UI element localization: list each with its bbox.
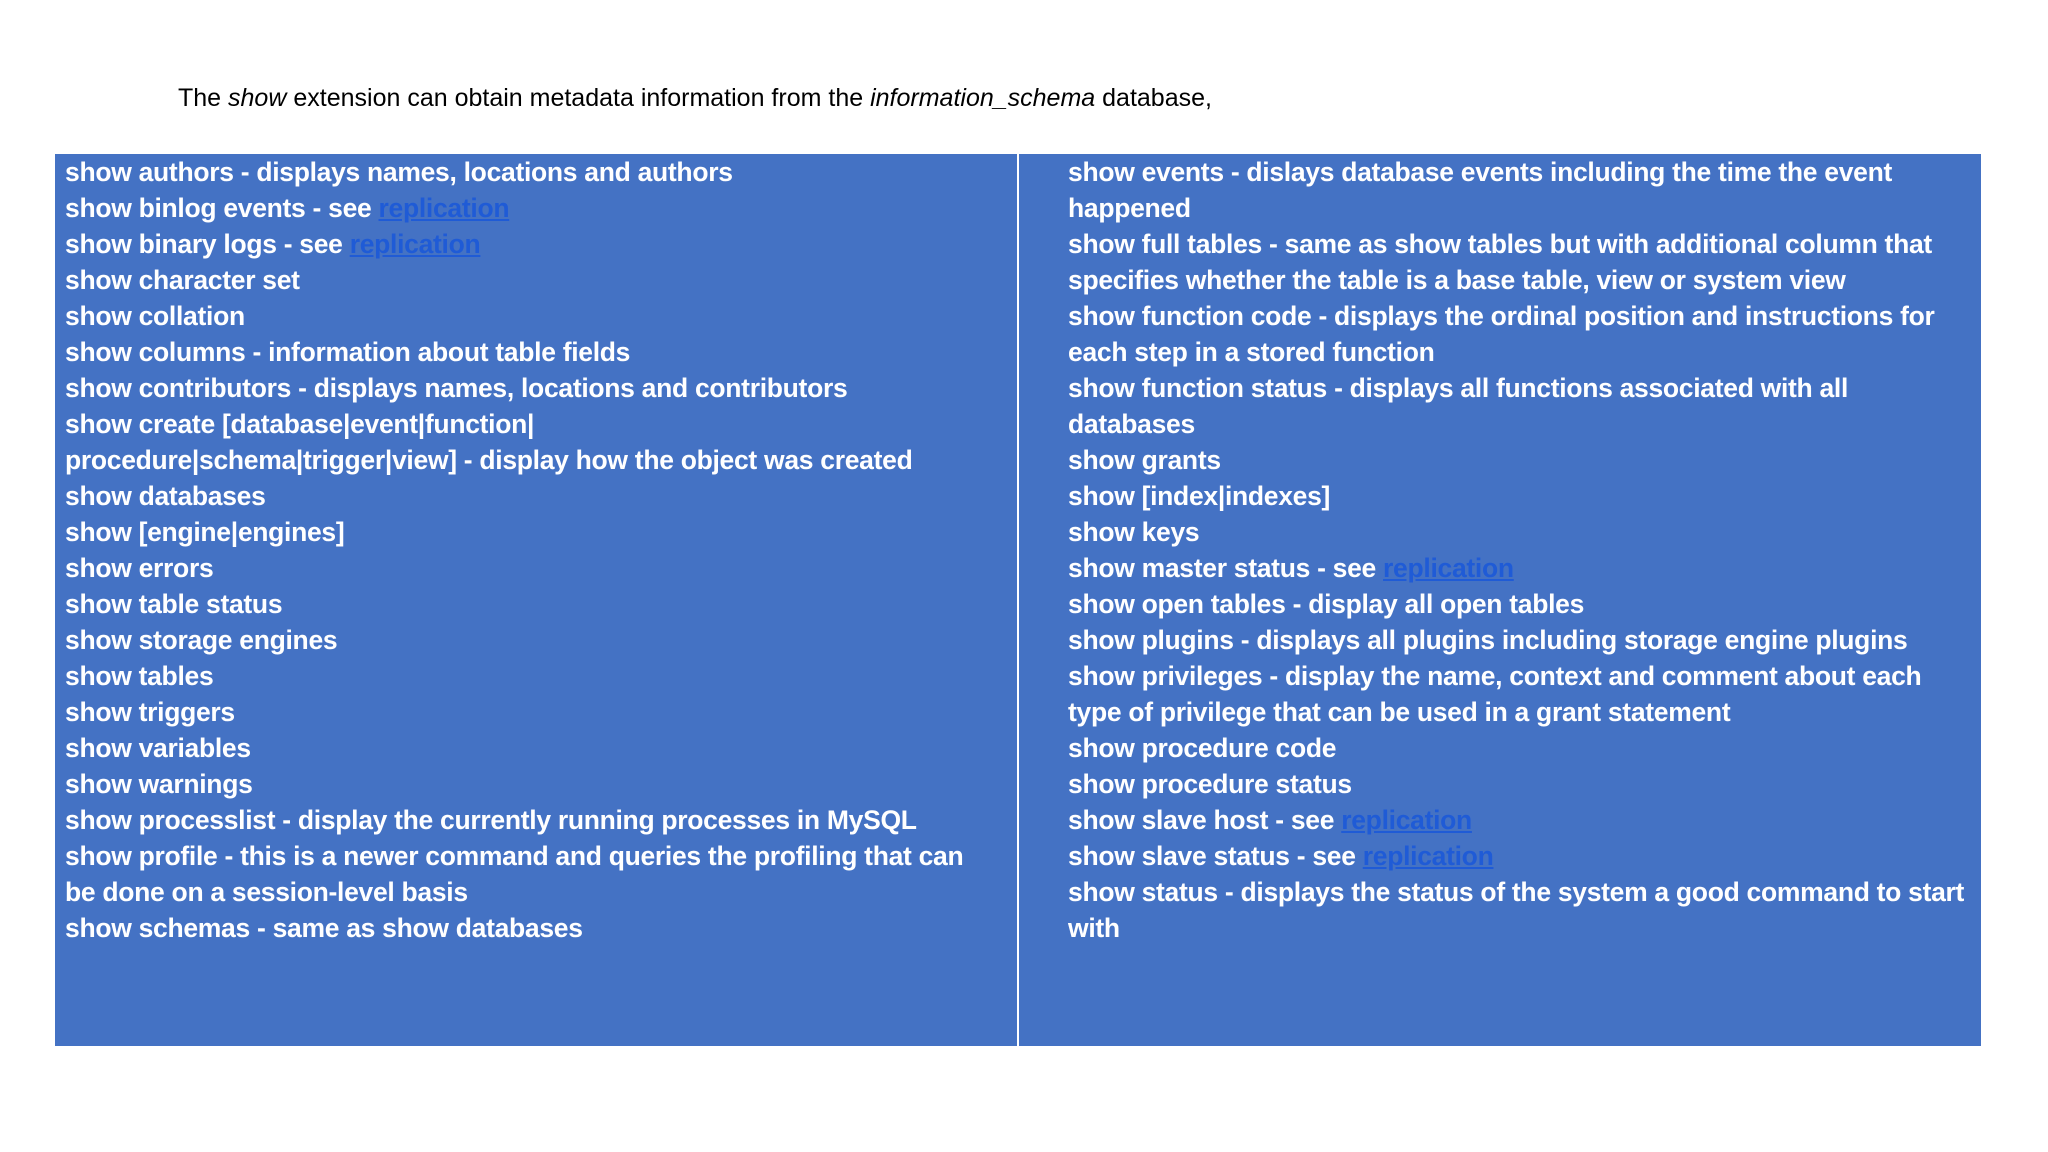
command-text: be done on a session-level basis: [65, 877, 468, 907]
panel-divider: [1017, 154, 1019, 1046]
list-item: [1068, 766, 1973, 802]
list-item: [1068, 910, 1973, 946]
list-item: [65, 658, 1010, 694]
list-item: [1068, 514, 1973, 550]
command-text: show binlog events - see: [65, 193, 379, 223]
list-item: [65, 442, 1010, 478]
list-item: [1068, 370, 1973, 406]
intro-text: [178, 84, 1212, 113]
list-item: [65, 802, 1010, 838]
command-text: show warnings: [65, 769, 253, 799]
list-item: [1068, 190, 1973, 226]
command-text: show authors - displays names, locations and authors: [65, 157, 733, 187]
list-item: [1068, 730, 1973, 766]
command-text: happened: [1068, 193, 1191, 223]
list-item: [1068, 874, 1973, 910]
command-text: show contributors - displays names, locations and contributors: [65, 373, 848, 403]
right-command-list: [1068, 154, 1973, 946]
list-item: [1068, 658, 1973, 694]
intro-pre: The: [178, 84, 229, 112]
list-item: [65, 406, 1010, 442]
command-text: show slave host - see: [1068, 805, 1342, 835]
command-text: show grants: [1068, 445, 1221, 475]
command-text: show databases: [65, 481, 266, 511]
command-text: each step in a stored function: [1068, 337, 1435, 367]
command-text: show [index|indexes]: [1068, 481, 1331, 511]
left-command-list: [65, 154, 1010, 946]
command-text: show profile - this is a newer command and queries the profiling that can: [65, 841, 964, 871]
list-item: [1068, 586, 1973, 622]
list-item: [65, 190, 1010, 226]
command-text: show privileges - display the name, context and comment about each: [1068, 661, 1922, 691]
replication-link[interactable]: replication: [378, 193, 510, 223]
command-text: with: [1068, 913, 1120, 943]
command-text: show keys: [1068, 517, 1200, 547]
replication-link[interactable]: replication: [1341, 805, 1472, 835]
command-text: show columns - information about table fields: [65, 337, 631, 367]
command-text: show collation: [65, 301, 245, 331]
list-item: [65, 226, 1010, 262]
list-item: [65, 910, 1010, 946]
list-item: [65, 514, 1010, 550]
list-item: [65, 622, 1010, 658]
list-item: [65, 730, 1010, 766]
command-text: show events - dislays database events including the time the event: [1068, 157, 1893, 187]
command-text: show processlist - display the currently running processes in MySQL: [65, 805, 917, 835]
list-item: [1068, 298, 1973, 334]
command-text: show [engine|engines]: [65, 517, 345, 547]
list-item: [65, 586, 1010, 622]
list-item: [65, 478, 1010, 514]
command-text: show errors: [65, 553, 214, 583]
command-text: show procedure code: [1068, 733, 1337, 763]
list-item: [1068, 478, 1973, 514]
command-text: show master status - see: [1068, 553, 1384, 583]
command-text: show open tables - display all open tables: [1068, 589, 1585, 619]
list-item: [1068, 802, 1973, 838]
command-text: procedure|schema|trigger|view] - display how the object was created: [65, 445, 913, 475]
list-item: [1068, 154, 1973, 190]
list-item: [1068, 442, 1973, 478]
list-item: [1068, 226, 1973, 262]
intro-show-term: show: [228, 84, 287, 112]
command-text: show status - displays the status of the system a good command to start: [1068, 877, 1965, 907]
list-item: [65, 298, 1010, 334]
replication-link[interactable]: replication: [1383, 553, 1514, 583]
list-item: [1068, 694, 1973, 730]
list-item: [65, 874, 1010, 910]
command-text: show procedure status: [1068, 769, 1352, 799]
command-text: show schemas - same as show databases: [65, 913, 583, 943]
list-item: [1068, 838, 1973, 874]
command-text: show function code - displays the ordinal position and instructions for: [1068, 301, 1935, 331]
list-item: [65, 154, 1010, 190]
command-text: specifies whether the table is a base table, view or system view: [1068, 265, 1846, 295]
list-item: [1068, 262, 1973, 298]
command-text: show slave status - see: [1068, 841, 1363, 871]
list-item: [65, 262, 1010, 298]
list-item: [65, 838, 1010, 874]
command-text: show function status - displays all functions associated with all: [1068, 373, 1849, 403]
command-text: show storage engines: [65, 625, 338, 655]
command-text: databases: [1068, 409, 1195, 439]
list-item: [1068, 334, 1973, 370]
command-text: show triggers: [65, 697, 235, 727]
command-text: show table status: [65, 589, 283, 619]
list-item: [65, 766, 1010, 802]
command-text: show binary logs - see: [65, 229, 350, 259]
command-text: show variables: [65, 733, 251, 763]
replication-link[interactable]: replication: [349, 229, 481, 259]
list-item: [65, 334, 1010, 370]
replication-link[interactable]: replication: [1362, 841, 1494, 871]
command-text: show create [database|event|function|: [65, 409, 535, 439]
list-item: [65, 694, 1010, 730]
list-item: [65, 550, 1010, 586]
command-text: type of privilege that can be used in a grant statement: [1068, 697, 1731, 727]
intro-post: database,: [1095, 84, 1212, 112]
command-text: show full tables - same as show tables but with additional column that: [1068, 229, 1932, 259]
list-item: [1068, 406, 1973, 442]
list-item: [1068, 550, 1973, 586]
intro-schema-term: information_schema: [870, 84, 1096, 112]
list-item: [1068, 622, 1973, 658]
command-text: show tables: [65, 661, 214, 691]
command-text: show plugins - displays all plugins including storage engine plugins: [1068, 625, 1908, 655]
list-item: [65, 370, 1010, 406]
intro-mid: extension can obtain metadata information from the: [286, 84, 871, 112]
command-text: show character set: [65, 265, 300, 295]
